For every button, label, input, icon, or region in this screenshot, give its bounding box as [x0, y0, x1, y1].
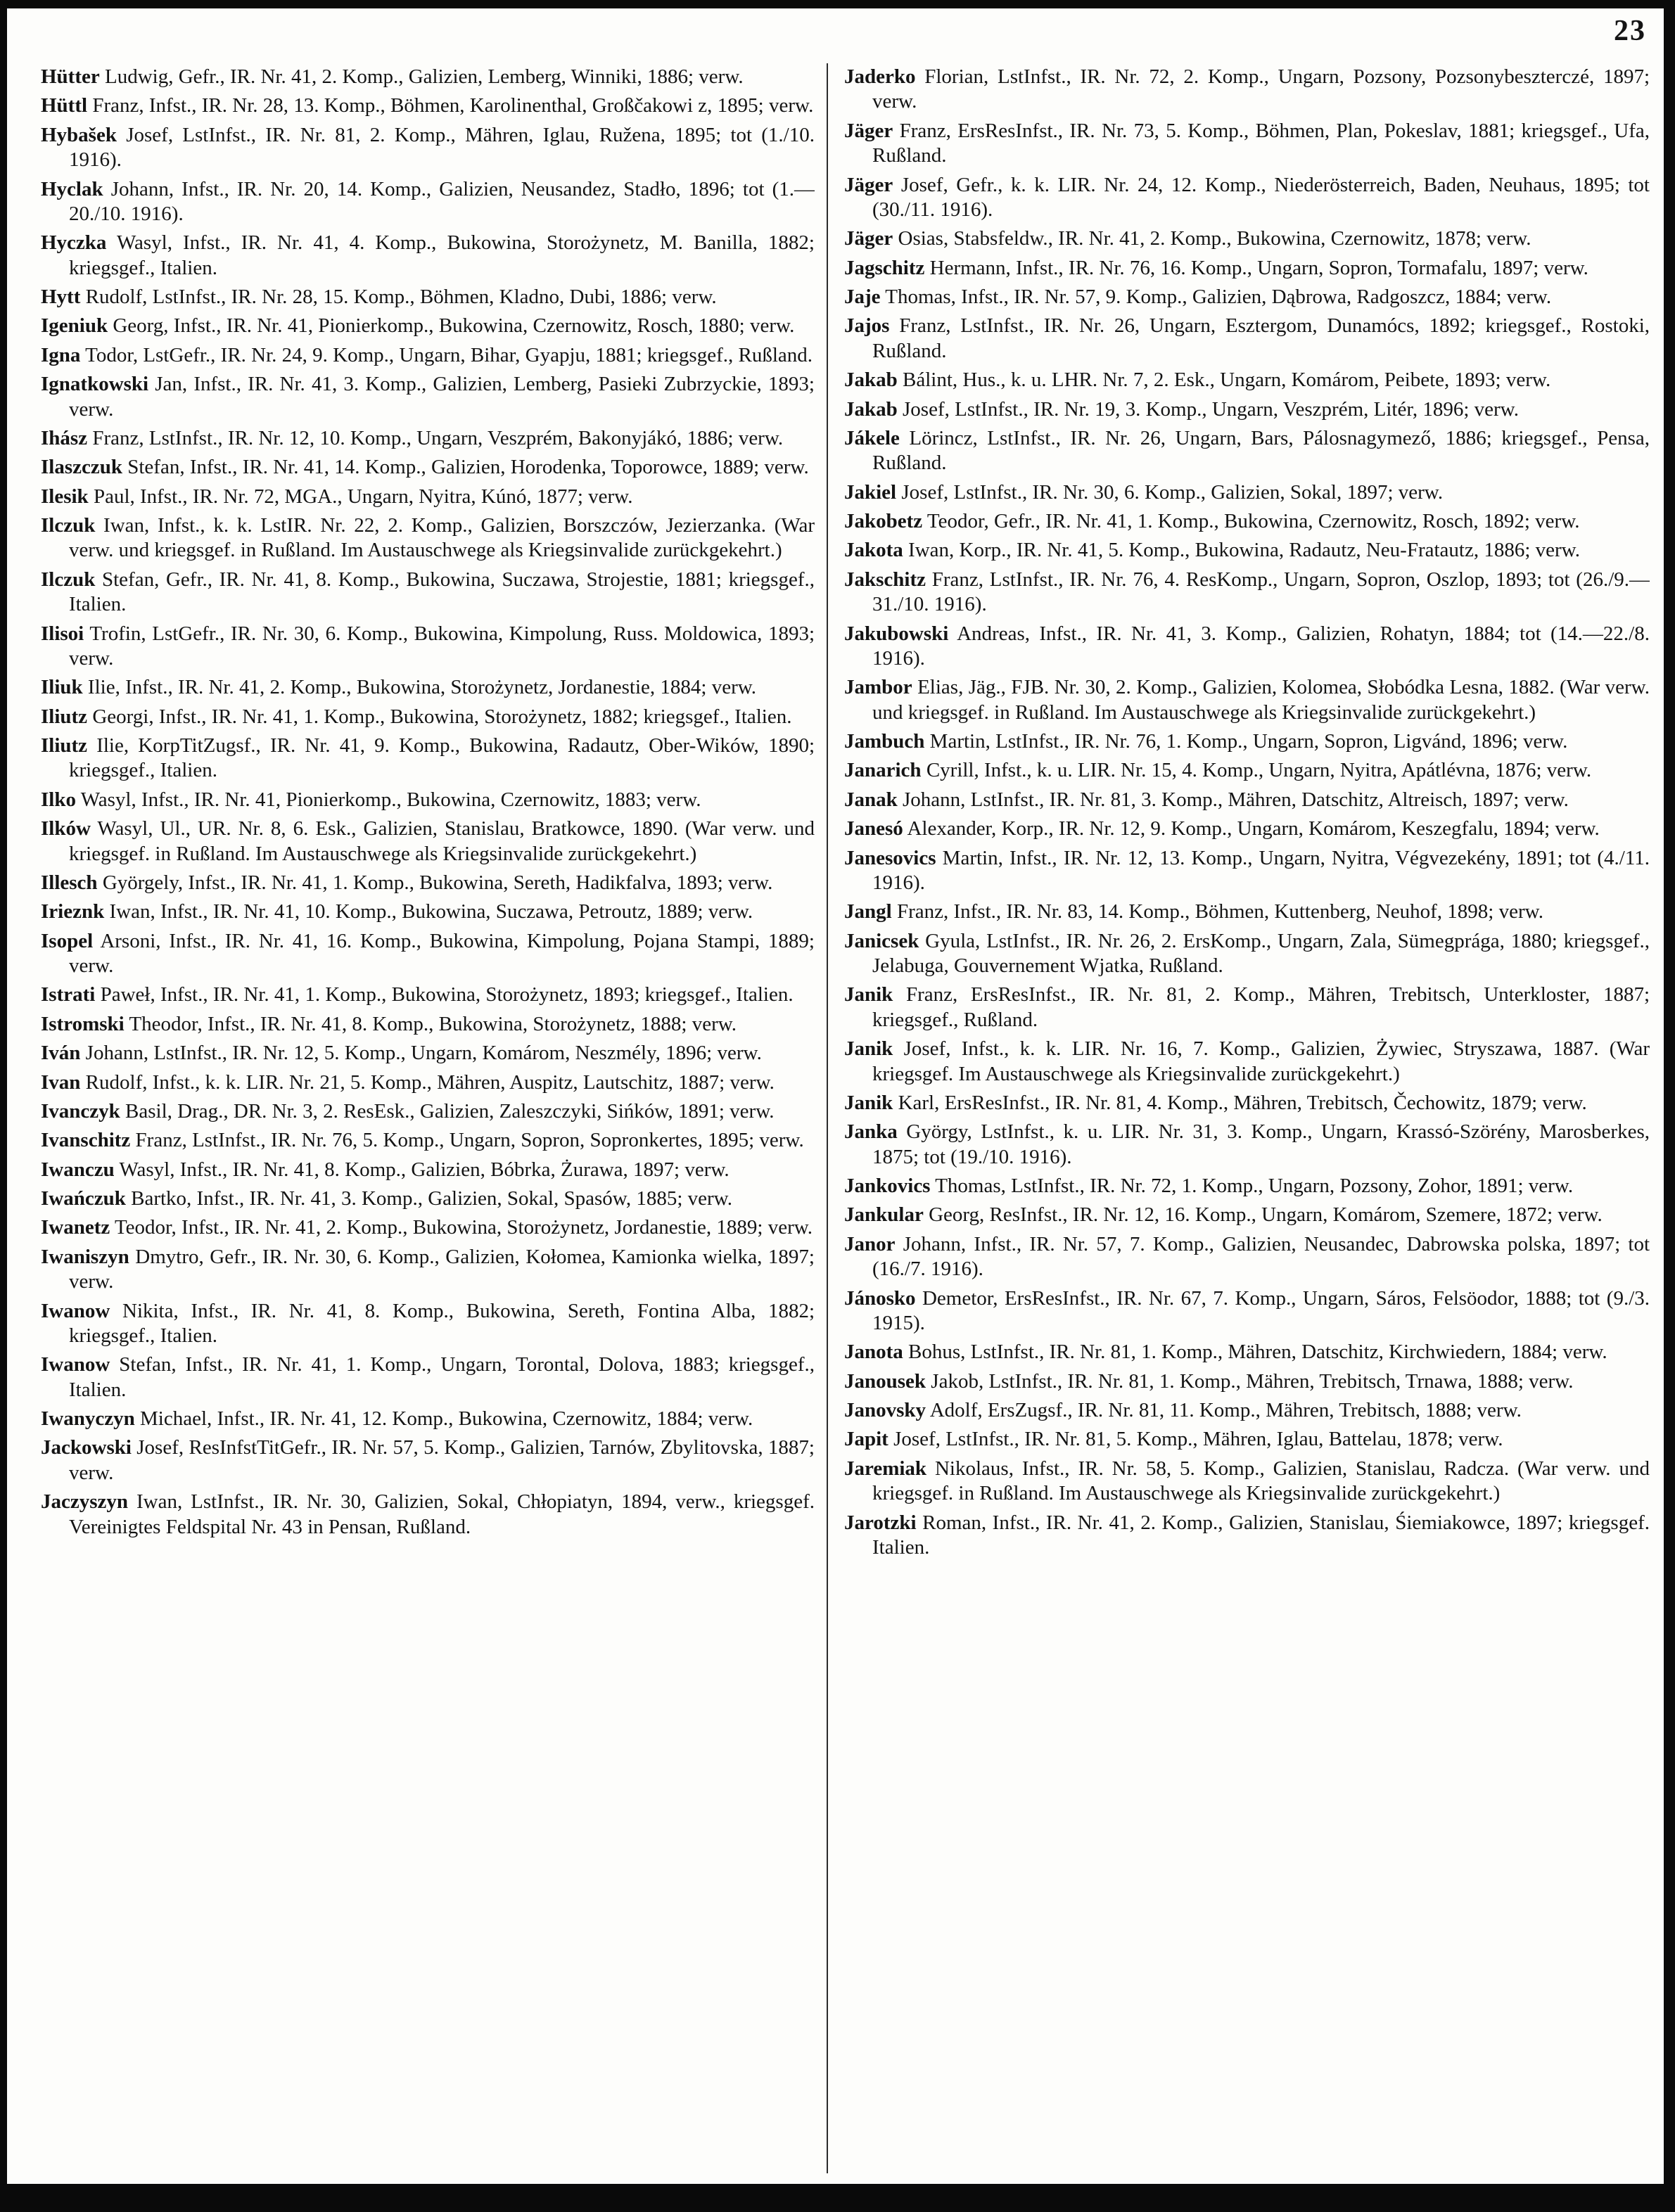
casualty-entry — [41, 123, 815, 173]
entry-details: Andreas, Infst., IR. Nr. 41, 3. Komp., Galizien, Rohatyn, 1884; tot (14.—22./8. 1916). — [872, 622, 1650, 670]
entry-surname: Ignatkowski — [41, 373, 149, 396]
casualty-entry — [844, 314, 1650, 364]
casualty-entry — [41, 455, 815, 480]
casualty-entry — [41, 1245, 815, 1295]
entry-surname: Jákele — [844, 426, 900, 449]
entry-surname: Jakubowski — [844, 622, 949, 645]
casualty-entry — [41, 1012, 815, 1037]
casualty-entry — [41, 871, 815, 895]
casualty-entry — [41, 568, 815, 618]
entry-details: Iwan, Korp., IR. Nr. 41, 5. Komp., Bukowina, Radautz, Neu-Fratautz, 1886; verw. — [903, 539, 1580, 562]
entry-surname: Iliutz — [41, 734, 88, 757]
entry-surname: Istromski — [41, 1012, 125, 1035]
casualty-entry — [41, 622, 815, 672]
entry-surname: Istrati — [41, 983, 96, 1006]
entry-details: Johann, LstInfst., IR. Nr. 81, 3. Komp., Mähren, Datschitz, Altreisch, 1897; verw. — [897, 788, 1569, 811]
entry-surname: Iván — [41, 1042, 81, 1065]
entry-details: Josef, LstInfst., IR. Nr. 81, 2. Komp., Mähren, Iglau, Ružena, 1895; tot (1./10. 1916). — [69, 123, 815, 172]
casualty-entry — [844, 929, 1650, 979]
entry-surname: Hütter — [41, 65, 100, 88]
entry-details: Michael, Infst., IR. Nr. 41, 12. Komp., Bukowina, Czernowitz, 1884; verw. — [134, 1407, 753, 1430]
entry-details: Wasyl, Ul., UR. Nr. 8, 6. Esk., Galizien, Stanislau, Bratkowce, 1890. (War verw. und kriegsgef. in Rußland. Im Austauschwege als Kriegsinvalide zurückgekehrt.) — [69, 817, 815, 865]
entry-surname: Iwańczuk — [41, 1187, 126, 1210]
casualty-entry — [41, 705, 815, 729]
entry-surname: Jakschitz — [844, 568, 926, 591]
entry-surname: Janota — [844, 1341, 903, 1364]
entry-surname: Jambor — [844, 676, 912, 699]
casualty-entry — [41, 1158, 815, 1182]
entry-details: Ludwig, Gefr., IR. Nr. 41, 2. Komp., Galizien, Lemberg, Winniki, 1886; verw. — [99, 65, 744, 88]
casualty-entry — [844, 1398, 1650, 1423]
casualty-entry — [844, 1037, 1650, 1087]
entry-details: Györgely, Infst., IR. Nr. 41, 1. Komp., Bukowina, Sereth, Hadikfalva, 1893; verw. — [97, 871, 773, 894]
entry-details: Martin, Infst., IR. Nr. 12, 13. Komp., Ungarn, Nyitra, Végvezekény, 1891; tot (4./11. 1916). — [872, 846, 1650, 894]
casualty-entry — [844, 675, 1650, 725]
casualty-entry — [41, 1407, 815, 1431]
entry-details: Gyula, LstInfst., IR. Nr. 26, 2. ErsKomp., Ungarn, Zala, Sümegprága, 1880; kriegsgef., Jelabuga, Gouvernement Wjatka, Rußland. — [872, 929, 1650, 977]
casualty-entry — [844, 1286, 1650, 1336]
entry-surname: Ihász — [41, 426, 88, 449]
entry-surname: Jakota — [844, 539, 903, 562]
entry-surname: Jäger — [844, 173, 893, 196]
casualty-entry — [844, 285, 1650, 309]
entry-details: Johann, Infst., IR. Nr. 57, 7. Komp., Galizien, Neusandec, Dabrowska polska, 1897; tot (16./7. 1916). — [872, 1232, 1650, 1281]
entry-details: Wasyl, Infst., IR. Nr. 41, 8. Komp., Galizien, Bóbrka, Żurawa, 1897; verw. — [114, 1158, 730, 1181]
entry-details: Rudolf, Infst., k. k. LIR. Nr. 21, 5. Komp., Mähren, Auspitz, Lautschitz, 1887; verw. — [80, 1070, 775, 1094]
entry-surname: Janicsek — [844, 929, 919, 952]
entry-surname: Jäger — [844, 227, 893, 250]
casualty-entry — [844, 1120, 1650, 1170]
entry-details: Iwan, Infst., k. k. LstIR. Nr. 22, 2. Komp., Galizien, Borszczów, Jezierzanka. (War verw. und kriegsgef. in Rußland. Im Austauschwege als Kriegsinvalide zurückgekehrt.) — [69, 514, 815, 562]
casualty-entry — [844, 846, 1650, 896]
entry-details: Jakob, LstInfst., IR. Nr. 81, 1. Komp., Mähren, Trebitsch, Trnawa, 1888; verw. — [926, 1369, 1574, 1393]
entry-details: Bohus, LstInfst., IR. Nr. 81, 1. Komp., Mähren, Datschitz, Kirchwiedern, 1884; verw. — [903, 1341, 1607, 1364]
entry-surname: Iliuk — [41, 676, 83, 699]
entry-surname: Igeniuk — [41, 314, 108, 338]
entry-details: Stefan, Infst., IR. Nr. 41, 1. Komp., Ungarn, Torontal, Dolova, 1883; kriegsgef., Italien. — [69, 1353, 815, 1401]
casualty-entry — [41, 788, 815, 812]
entry-surname: Jajos — [844, 314, 890, 338]
entry-details: Karl, ErsResInfst., IR. Nr. 81, 4. Komp., Mähren, Trebitsch, Čechowitz, 1879; verw. — [893, 1091, 1587, 1114]
casualty-entry — [41, 675, 815, 700]
entry-surname: Jaderko — [844, 65, 916, 88]
scan-border-top — [0, 0, 1675, 8]
casualty-entry — [844, 900, 1650, 924]
casualty-entry — [844, 1174, 1650, 1198]
entry-details: Osias, Stabsfeldw., IR. Nr. 41, 2. Komp., Bukowina, Czernowitz, 1878; verw. — [893, 227, 1531, 250]
entry-details: Franz, LstInfst., IR. Nr. 76, 5. Komp., Ungarn, Sopron, Sopronkertes, 1895; verw. — [130, 1129, 804, 1152]
entry-details: Josef, Gefr., k. k. LIR. Nr. 24, 12. Komp., Niederösterreich, Baden, Neuhaus, 1895; tot (30./11. 1916). — [872, 173, 1650, 221]
entry-details: Iwan, LstInfst., IR. Nr. 30, Galizien, Sokal, Chłopiatyn, 1894, verw., kriegsgef. Vereinigtes Feldspital Nr. 43 in Pensan, Rußland. — [69, 1490, 815, 1538]
casualty-entry — [844, 226, 1650, 251]
casualty-entry — [41, 1436, 815, 1485]
entry-details: Johann, LstInfst., IR. Nr. 12, 5. Komp., Ungarn, Komárom, Neszmély, 1896; verw. — [80, 1042, 762, 1065]
casualty-entry — [41, 94, 815, 118]
entry-surname: Hyczka — [41, 231, 107, 255]
scan-border-bottom — [0, 2184, 1675, 2212]
entry-details: Georgi, Infst., IR. Nr. 41, 1. Komp., Bukowina, Storożynetz, 1882; kriegsgef., Italien. — [87, 705, 792, 728]
entry-details: Stefan, Gefr., IR. Nr. 41, 8. Komp., Bukowina, Suczawa, Strojestie, 1881; kriegsgef., Italien. — [69, 568, 815, 616]
casualty-entry — [41, 343, 815, 368]
entry-details: Josef, LstInfst., IR. Nr. 19, 3. Komp., Ungarn, Veszprém, Litér, 1896; verw. — [897, 397, 1519, 421]
entry-surname: Hüttl — [41, 94, 88, 117]
entry-details: Teodor, Infst., IR. Nr. 41, 2. Komp., Bukowina, Storożynetz, Jordanestie, 1889; verw. — [110, 1216, 813, 1239]
entry-details: Johann, Infst., IR. Nr. 20, 14. Komp., Galizien, Neusandez, Stadło, 1896; tot (1.—20./10. 1916). — [69, 177, 815, 225]
entry-details: Franz, ErsResInfst., IR. Nr. 81, 2. Komp., Mähren, Trebitsch, Unterkloster, 1887; kriegsgef., Rußland. — [872, 983, 1650, 1031]
casualty-entry — [844, 368, 1650, 392]
casualty-entry — [41, 1041, 815, 1066]
casualty-entry — [844, 65, 1650, 115]
entry-surname: Janik — [844, 1037, 893, 1061]
casualty-entry — [41, 426, 815, 451]
entry-details: Ilie, Infst., IR. Nr. 41, 2. Komp., Bukowina, Storożynetz, Jordanestie, 1884; verw. — [82, 676, 757, 699]
casualty-entry — [844, 1511, 1650, 1561]
entry-surname: Iwanetz — [41, 1216, 110, 1239]
entry-surname: Janak — [844, 788, 898, 811]
scan-border-left — [0, 0, 7, 2212]
entry-details: Ilie, KorpTitZugsf., IR. Nr. 41, 9. Komp., Bukowina, Radautz, Ober-Wików, 1890; kriegsgef., Italien. — [69, 734, 815, 782]
casualty-entry — [41, 1353, 815, 1402]
entry-surname: Iwanyczyn — [41, 1407, 135, 1430]
entry-details: Franz, Infst., IR. Nr. 28, 13. Komp., Böhmen, Karolinenthal, Großčakowi z, 1895; verw. — [87, 94, 814, 117]
entry-details: Thomas, LstInfst., IR. Nr. 72, 1. Komp., Ungarn, Pozsony, Zohor, 1891; verw. — [930, 1175, 1574, 1197]
entry-details: Hermann, Infst., IR. Nr. 76, 16. Komp., Ungarn, Sopron, Tormafalu, 1897; verw. — [924, 256, 1588, 279]
scan-border-right — [1664, 0, 1675, 2212]
entry-surname: Jankovics — [844, 1175, 931, 1197]
entry-surname: Irieznk — [41, 900, 105, 923]
entry-details: Martin, LstInfst., IR. Nr. 76, 1. Komp., Ungarn, Sopron, Ligvánd, 1896; verw. — [924, 730, 1568, 753]
casualty-entry — [844, 1340, 1650, 1364]
entry-surname: Iwaniszyn — [41, 1245, 129, 1268]
entry-surname: Ilesik — [41, 485, 89, 508]
entry-surname: Jakobetz — [844, 510, 923, 532]
casualty-entry — [844, 622, 1650, 672]
entry-surname: Ilczuk — [41, 568, 96, 591]
entry-details: Jan, Infst., IR. Nr. 41, 3. Komp., Galizien, Lemberg, Pasieki Zubrzyckie, 1893; verw. — [69, 373, 815, 421]
casualty-entry — [844, 173, 1650, 223]
casualty-entry — [41, 513, 815, 563]
casualty-entry — [844, 397, 1650, 422]
casualty-entry — [41, 177, 815, 227]
entry-surname: Jaje — [844, 286, 881, 308]
entry-surname: Jaremiak — [844, 1457, 927, 1480]
casualty-entry — [41, 1187, 815, 1211]
entry-details: Adolf, ErsZugsf., IR. Nr. 81, 11. Komp., Mähren, Trebitsch, 1888; verw. — [926, 1399, 1522, 1421]
casualty-entry — [41, 1070, 815, 1095]
entry-details: Wasyl, Infst., IR. Nr. 41, Pionierkomp., Bukowina, Czernowitz, 1883; verw. — [75, 788, 701, 811]
entry-details: Roman, Infst., IR. Nr. 41, 2. Komp., Galizien, Stanislau, Śiemiakowce, 1897; kriegsgef. Italien. — [872, 1511, 1650, 1559]
casualty-entry — [41, 983, 815, 1007]
casualty-entry — [844, 729, 1650, 754]
entry-surname: Iwanow — [41, 1353, 110, 1376]
entry-surname: Iliutz — [41, 705, 88, 728]
entry-details: Georg, Infst., IR. Nr. 41, Pionierkomp., Bukowina, Czernowitz, Rosch, 1880; verw. — [108, 314, 795, 338]
entry-details: Teodor, Gefr., IR. Nr. 41, 1. Komp., Bukowina, Czernowitz, Rosch, 1892; verw. — [922, 510, 1580, 532]
casualty-entry — [41, 372, 815, 422]
entry-details: Nikita, Infst., IR. Nr. 41, 8. Komp., Bukowina, Sereth, Fontina Alba, 1882; kriegsgef., Italien. — [69, 1299, 815, 1347]
casualty-entry — [41, 1215, 815, 1240]
right-column — [844, 65, 1650, 2175]
entry-surname: Ivanschitz — [41, 1129, 131, 1152]
entry-surname: Japit — [844, 1428, 889, 1451]
entry-surname: Janovsky — [844, 1399, 926, 1421]
entry-surname: Jarotzki — [844, 1511, 917, 1534]
entry-details: Nikolaus, Infst., IR. Nr. 58, 5. Komp., Galizien, Stanislau, Radcza. (War verw. und kriegsgef. in Rußland. Im Austauschwege als Kriegsinvalide zurückgekehrt.) — [872, 1457, 1650, 1505]
entry-details: Florian, LstInfst., IR. Nr. 72, 2. Komp., Ungarn, Pozsony, Pozsonybeszterczé, 1897; verw. — [872, 65, 1650, 113]
entry-surname: Ilko — [41, 788, 76, 811]
entry-surname: Hyclak — [41, 177, 103, 200]
entry-details: Trofin, LstGefr., IR. Nr. 30, 6. Komp., Bukowina, Kimpolung, Russ. Moldowica, 1893; verw. — [69, 622, 815, 670]
casualty-entry — [844, 1091, 1650, 1115]
casualty-entry — [844, 1232, 1650, 1282]
casualty-entry — [844, 480, 1650, 505]
entry-details: Arsoni, Infst., IR. Nr. 41, 16. Komp., Bukowina, Kimpolung, Pojana Stampi, 1889; verw. — [69, 929, 815, 977]
entry-details: Thomas, Infst., IR. Nr. 57, 9. Komp., Galizien, Dąbrowa, Radgoszcz, 1884; verw. — [880, 286, 1552, 308]
entry-details: Elias, Jäg., FJB. Nr. 30, 2. Komp., Galizien, Kolomea, Słobódka Lesna, 1882. (War verw. und kriegsgef. in Rußland. Im Austauschwege als Kriegsinvalide zurückgekehrt.) — [872, 676, 1650, 724]
entry-details: György, LstInfst., k. u. LIR. Nr. 31, 3. Komp., Ungarn, Krassó-Szörény, Marosberkes, 1875; tot (19./10. 1916). — [872, 1120, 1650, 1168]
casualty-entry — [844, 256, 1650, 281]
entry-details: Franz, LstInfst., IR. Nr. 76, 4. ResKomp., Ungarn, Sopron, Oszlop, 1893; tot (26./9.—31./10. 1916). — [872, 568, 1650, 616]
entry-surname: Ilków — [41, 817, 91, 840]
entry-surname: Janesovics — [844, 846, 936, 869]
casualty-entry — [41, 1128, 815, 1153]
entry-surname: Jakab — [844, 397, 898, 421]
entry-surname: Iwanczu — [41, 1158, 115, 1181]
casualty-entry — [41, 314, 815, 338]
casualty-entry — [41, 734, 815, 784]
entry-surname: Janka — [844, 1120, 898, 1144]
casualty-entry — [844, 788, 1650, 812]
entry-surname: Hybašek — [41, 123, 117, 146]
entry-surname: Jagschitz — [844, 256, 925, 279]
casualty-entry — [41, 285, 815, 309]
casualty-entry — [844, 119, 1650, 169]
entry-surname: Isopel — [41, 929, 94, 952]
left-column — [41, 65, 815, 2175]
entry-surname: Jangl — [844, 900, 892, 923]
casualty-entry — [41, 900, 815, 924]
casualty-entry — [844, 1369, 1650, 1394]
casualty-entry — [41, 1299, 815, 1349]
entry-details: Georg, ResInfst., IR. Nr. 12, 16. Komp., Ungarn, Komárom, Szemere, 1872; verw. — [923, 1203, 1603, 1227]
entry-surname: Ilaszczuk — [41, 456, 122, 479]
entry-surname: Jankular — [844, 1203, 924, 1227]
casualty-entry — [844, 509, 1650, 534]
entry-details: Paul, Infst., IR. Nr. 72, MGA., Ungarn, Nyitra, Kúnó, 1877; verw. — [88, 485, 633, 508]
casualty-entry — [844, 1203, 1650, 1227]
casualty-entry — [844, 758, 1650, 783]
entry-surname: Jackowski — [41, 1436, 132, 1459]
entry-surname: Jánosko — [844, 1286, 916, 1310]
entry-details: Wasyl, Infst., IR. Nr. 41, 4. Komp., Bukowina, Storożynetz, M. Banilla, 1882; kriegsgef., Italien. — [69, 231, 815, 279]
entry-details: Paweł, Infst., IR. Nr. 41, 1. Komp., Bukowina, Storożynetz, 1893; kriegsgef., Italien. — [95, 983, 794, 1006]
entry-surname: Janik — [844, 1091, 893, 1114]
entry-surname: Igna — [41, 343, 81, 366]
entry-details: Bálint, Hus., k. u. LHR. Nr. 7, 2. Esk., Ungarn, Komárom, Peibete, 1893; verw. — [897, 369, 1551, 392]
entry-details: Josef, LstInfst., IR. Nr. 30, 6. Komp., Galizien, Sokal, 1897; verw. — [896, 480, 1444, 504]
page-number: 23 — [1614, 15, 1646, 47]
entry-details: Rudolf, LstInfst., IR. Nr. 28, 15. Komp., Böhmen, Kladno, Dubi, 1886; verw. — [80, 286, 717, 308]
entry-surname: Janousek — [844, 1369, 926, 1393]
casualty-entry — [844, 817, 1650, 841]
entry-details: Basil, Drag., DR. Nr. 3, 2. ResEsk., Galizien, Zaleszczyki, Sińków, 1891; verw. — [120, 1099, 775, 1123]
entry-details: Todor, LstGefr., IR. Nr. 24, 9. Komp., Ungarn, Bihar, Gyapju, 1881; kriegsgef., Rußland. — [80, 343, 813, 366]
entry-surname: Ilisoi — [41, 622, 84, 645]
entry-details: Josef, LstInfst., IR. Nr. 81, 5. Komp., Mähren, Iglau, Battelau, 1878; verw. — [888, 1428, 1503, 1451]
entry-details: Franz, LstInfst., IR. Nr. 12, 10. Komp., Ungarn, Veszprém, Bakonyjákó, 1886; verw. — [87, 426, 784, 449]
casualty-entry — [41, 1099, 815, 1124]
entry-surname: Jaczyszyn — [41, 1490, 129, 1514]
casualty-entry — [844, 538, 1650, 563]
entry-details: Demetor, ErsResInfst., IR. Nr. 67, 7. Komp., Ungarn, Sáros, Felsöodor, 1888; tot (9./3. 1915). — [872, 1286, 1650, 1334]
entry-surname: Jäger — [844, 119, 893, 142]
entry-details: Cyrill, Infst., k. u. LIR. Nr. 15, 4. Komp., Ungarn, Nyitra, Apátlévna, 1876; verw. — [921, 759, 1592, 782]
entry-surname: Illesch — [41, 871, 98, 894]
entry-surname: Janik — [844, 983, 893, 1006]
entry-details: Josef, ResInfstTitGefr., IR. Nr. 57, 5. Komp., Galizien, Tarnów, Zbylitovska, 1887; verw. — [69, 1436, 815, 1484]
casualty-entry — [844, 426, 1650, 476]
entry-surname: Hytt — [41, 286, 81, 308]
entry-surname: Janor — [844, 1232, 896, 1255]
entry-surname: Ilczuk — [41, 514, 96, 537]
entry-surname: Ivanczyk — [41, 1099, 120, 1123]
entry-details: Theodor, Infst., IR. Nr. 41, 8. Komp., Bukowina, Storożynetz, 1888; verw. — [124, 1012, 737, 1035]
entry-surname: Jambuch — [844, 730, 925, 753]
entry-surname: Jakiel — [844, 480, 897, 504]
entry-details: Lörincz, LstInfst., IR. Nr. 26, Ungarn, Bars, Pálosnagymező, 1886; kriegsgef., Pensa, Rußland. — [872, 426, 1650, 475]
column-divider — [827, 63, 828, 2173]
entry-details: Franz, LstInfst., IR. Nr. 26, Ungarn, Esztergom, Dunamócs, 1892; kriegsgef., Rostoki, Rußland. — [872, 314, 1650, 362]
entry-surname: Janarich — [844, 759, 922, 782]
entry-details: Iwan, Infst., IR. Nr. 41, 10. Komp., Bukowina, Suczawa, Petroutz, 1889; verw. — [104, 900, 753, 923]
entry-surname: Iwanow — [41, 1299, 110, 1322]
casualty-entry — [41, 1490, 815, 1540]
casualty-entry — [844, 1427, 1650, 1452]
casualty-entry — [41, 817, 815, 867]
casualty-entry — [844, 1457, 1650, 1507]
entry-details: Bartko, Infst., IR. Nr. 41, 3. Komp., Galizien, Sokal, Spasów, 1885; verw. — [125, 1187, 732, 1210]
casualty-entry — [41, 929, 815, 979]
entry-details: Franz, Infst., IR. Nr. 83, 14. Komp., Böhmen, Kuttenberg, Neuhof, 1898; verw. — [891, 900, 1543, 923]
entry-surname: Janesó — [844, 817, 903, 840]
casualty-entry — [844, 983, 1650, 1033]
entry-details: Franz, ErsResInfst., IR. Nr. 73, 5. Komp., Böhmen, Plan, Pokeslav, 1881; kriegsgef., Ufa, Rußland. — [872, 119, 1650, 167]
entry-details: Alexander, Korp., IR. Nr. 12, 9. Komp., Ungarn, Komárom, Keszegfalu, 1894; verw. — [903, 817, 1600, 840]
entry-details: Dmytro, Gefr., IR. Nr. 30, 6. Komp., Galizien, Kołomea, Kamionka wielka, 1897; verw. — [69, 1245, 815, 1293]
entry-details: Stefan, Infst., IR. Nr. 41, 14. Komp., Galizien, Horodenka, Toporowce, 1889; verw. — [122, 456, 809, 479]
casualty-entry — [844, 568, 1650, 618]
entry-details: Josef, Infst., k. k. LIR. Nr. 16, 7. Komp., Galizien, Żywiec, Stryszawa, 1887. (War kriegsgef. Im Austauschwege als Kriegsinvalide zurückgekehrt.) — [872, 1037, 1650, 1085]
entry-surname: Ivan — [41, 1070, 81, 1094]
casualty-entry — [41, 65, 815, 89]
casualty-entry — [41, 231, 815, 281]
casualty-entry — [41, 485, 815, 509]
entry-surname: Jakab — [844, 369, 898, 392]
